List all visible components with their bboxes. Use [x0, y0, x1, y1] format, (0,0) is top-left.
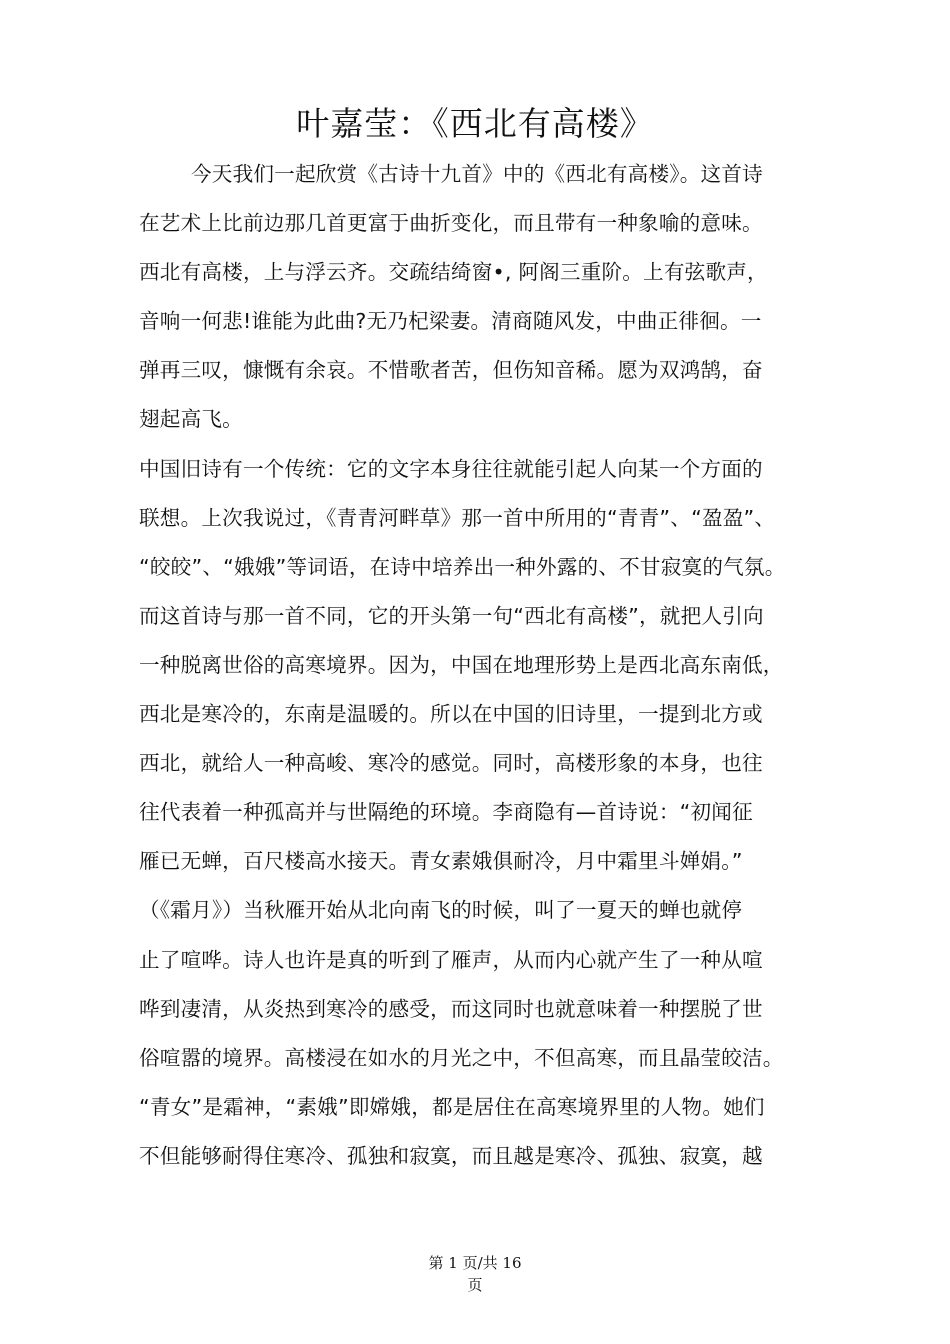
- text-line: “青女”是霜神，“素娥”即嫦娥，都是居住在高寒境界里的人物。她们: [139, 1094, 765, 1119]
- text-line: （《霜月》）当秋雁开始从北向南飞的时候，叫了一夏天的蝉也就停: [139, 898, 743, 923]
- text-line: 中国旧诗有一个传统：它的文字本身往往就能引起人向某一个方面的: [139, 456, 763, 481]
- text-line: 不但能够耐得住寒冷、孤独和寂寞，而且越是寒冷、孤独、寂寞，越: [139, 1143, 763, 1168]
- poem-line: 弹再三叹，慷慨有余哀。不惜歌者苦，但伤知音稀。愿为双鸿鹄，奋: [139, 358, 763, 383]
- page-footer: [0, 1252, 950, 1296]
- page-number: 第 1 页/共 16: [428, 1254, 522, 1272]
- text-line: 一种脱离世俗的高寒境界。因为，中国在地理形势上是西北高东南低，: [139, 652, 784, 677]
- text-line: “皎皎”、“娥娥”等词语，在诗中培养出一种外露的、不甘寂寞的气氛。: [139, 554, 786, 579]
- text-line: 今天我们一起欣赏《古诗十九首》中的《西北有高楼》。这首诗: [191, 162, 763, 186]
- text-line: 在艺术上比前边那几首更富于曲折变化，而且带有一种象喻的意味。: [139, 211, 763, 236]
- text-line: 西北是寒冷的，东南是温暖的。所以在中国的旧诗里，一提到北方或: [139, 702, 763, 727]
- text-line: 而这首诗与那一首不同，它的开头第一句“西北有高楼”，就把人引向: [139, 603, 764, 628]
- page-title: 叶嘉莹：《西北有高楼》: [296, 104, 654, 143]
- poem-line: 翅起高飞。: [139, 407, 243, 432]
- page-number-continued: 页: [467, 1276, 483, 1294]
- poem-line: 音响一何悲!谁能为此曲?无乃杞梁妻。清商随风发，中曲正徘徊。一: [139, 309, 762, 334]
- text-line: 哗到凄清，从炎热到寒冷的感受，而这同时也就意味着一种摆脱了世: [139, 996, 763, 1021]
- article-body: [139, 150, 839, 1181]
- text-line: 雁已无蝉，百尺楼高水接天。青女素娥俱耐冷，月中霜里斗婵娟。”: [139, 849, 743, 874]
- text-line: 联想。上次我说过，《青青河畔草》那一首中所用的“青青”、“盈盈”、: [139, 505, 776, 530]
- poem-line: 西北有高楼，上与浮云齐。交疏结绮窗•, 阿阁三重阶。上有弦歌声，: [139, 260, 768, 285]
- text-line: 往代表着一种孤高并与世隔绝的环境。李商隐有—首诗说：“初闻征: [139, 800, 753, 825]
- text-line: 俗喧嚣的境界。高楼浸在如水的月光之中，不但高寒，而且晶莹皎洁。: [139, 1045, 784, 1070]
- text-line: 止了喧哗。诗人也许是真的听到了雁声，从而内心就产生了一种从喧: [139, 947, 763, 972]
- text-line: 西北，就给人一种高峻、寒冷的感觉。同时，高楼形象的本身，也往: [139, 751, 763, 776]
